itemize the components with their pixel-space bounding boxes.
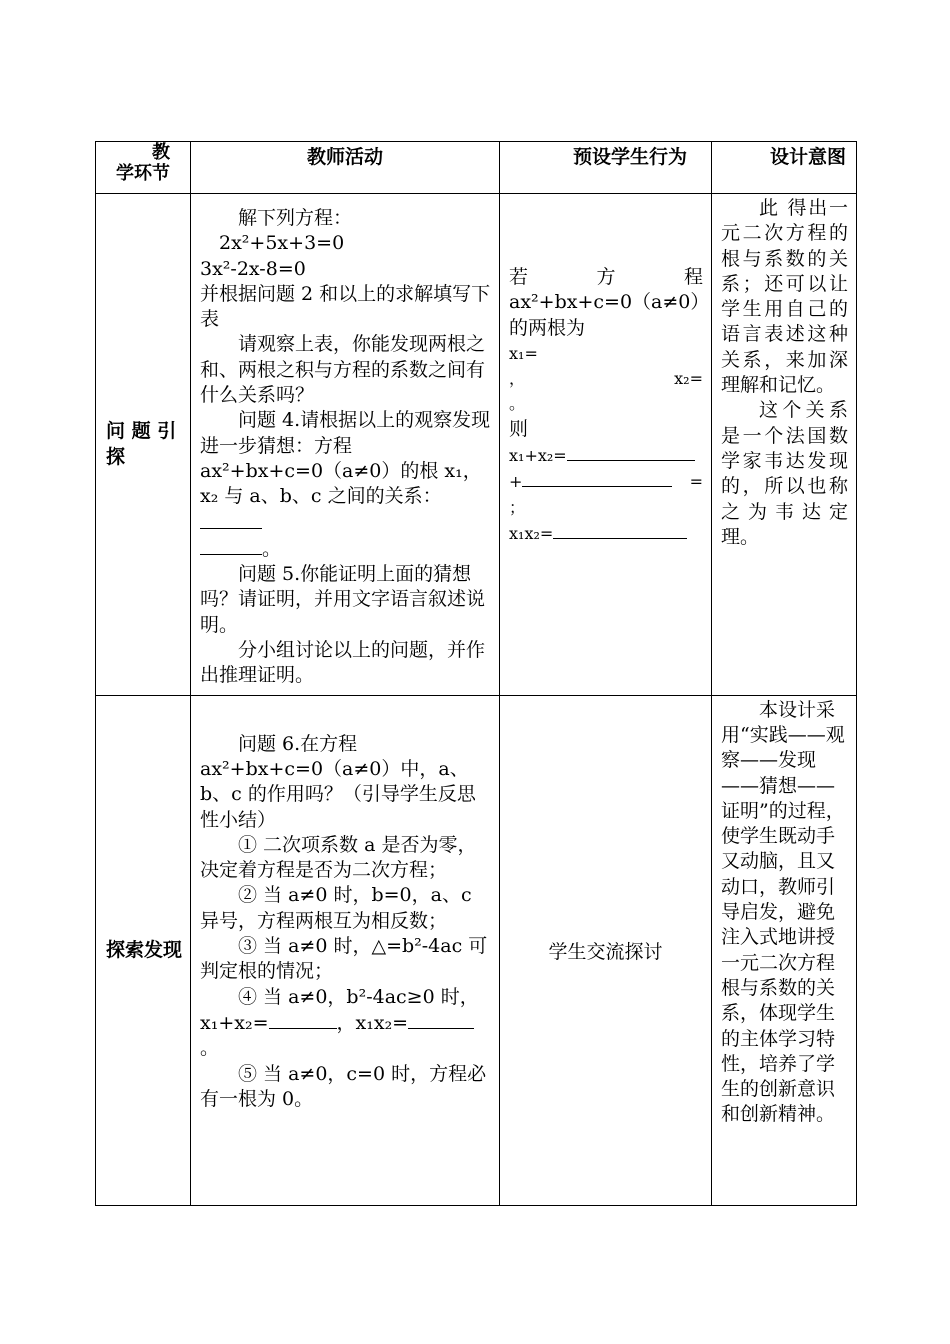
blank-line xyxy=(567,442,695,461)
header-stage-line2: 学环节 xyxy=(116,163,170,184)
header-stage-line1: 教 xyxy=(152,142,170,163)
student-line-part: + xyxy=(509,472,523,492)
student-line: ax²+bx+c=0（a≠0） xyxy=(509,291,710,314)
student-line xyxy=(509,442,703,468)
student-line xyxy=(509,520,703,546)
equation-2: 3x²-2x-8=0 xyxy=(200,257,306,280)
student-line-part: = xyxy=(689,472,703,492)
teacher-line: 问题 6.在方程 xyxy=(238,732,358,755)
student-line-part: x₁x₂= xyxy=(509,523,554,543)
stage-problem-inquiry: 问 题 引探 xyxy=(96,194,191,696)
teacher-line: 解下列方程： xyxy=(238,207,353,229)
teacher-line: 问题 4.请根据以上的观察发现进一步猜想：方程 xyxy=(200,409,491,457)
student-line: 。 xyxy=(509,394,526,414)
header-row xyxy=(96,142,857,194)
teacher-line: ③ 当 a≠0 时，△=b²-4ac 可判定根的情况； xyxy=(200,935,488,983)
teacher-line-part: 。 xyxy=(262,537,282,560)
header-teacher: 教师活动 xyxy=(191,142,500,194)
header-stage xyxy=(96,142,191,194)
student-line: 若 方 程 xyxy=(509,266,703,288)
row-problem-inquiry xyxy=(96,194,857,696)
teacher-line-part: ④ 当 a≠0，b²-4ac≥0 时，x₁+x₂= xyxy=(200,985,479,1034)
teacher-line xyxy=(200,985,491,1062)
student-line: x₁= xyxy=(509,343,538,363)
header-design: 设计意图 xyxy=(712,142,857,194)
student-line-part xyxy=(509,468,672,494)
blank-line xyxy=(200,510,262,529)
student-line xyxy=(509,366,703,391)
student-line: 则 xyxy=(509,417,529,440)
teacher-line: ⑤ 当 a≠0，c=0 时，方程必有一根为 0。 xyxy=(200,1062,487,1110)
design-line: 本设计采用“实践——观察——发现——猜想——证明”的过程，使学生既动手又动脑，且又动口，教师引导启发，避免注入式地讲授一元二次方程根与系数的关系，体现学生的主体学习特性，培养了学生的创新意识和创新精神。 xyxy=(721,698,845,1126)
blank-line xyxy=(553,520,687,539)
student-line-part: x₂= xyxy=(674,369,703,389)
teacher-activity-1 xyxy=(191,194,500,696)
teacher-line: 并根据问题 2 和以上的求解填写下表 xyxy=(200,282,491,331)
student-behavior-1 xyxy=(500,194,712,696)
student-line: 的两根为 xyxy=(509,316,586,339)
design-line: 这个关系是一个法国数学家韦达发现的，所以也称之为韦达定理。 xyxy=(721,399,848,548)
lesson-plan-table xyxy=(95,141,857,1206)
teacher-line: ax²+bx+c=0（a≠0）中，a、b、c 的作用吗？（引导学生反思性小结） xyxy=(200,757,476,831)
blank-line xyxy=(522,468,672,487)
teacher-line xyxy=(200,459,491,536)
teacher-line-part: ，x₁x₂= xyxy=(336,1011,409,1034)
stage-explore-discover: 探索发现 xyxy=(96,695,191,1205)
teacher-line: ② 当 a≠0 时，b=0，a、c 异号，方程两根互为相反数； xyxy=(200,884,472,932)
teacher-line: 问题 5.你能证明上面的猜想吗？请证明，并用文字语言叙述说明。 xyxy=(200,563,486,636)
student-behavior-2: 学生交流探讨 xyxy=(500,695,712,1205)
design-intent-1 xyxy=(712,194,857,696)
blank-line xyxy=(200,536,262,555)
student-line: ； xyxy=(509,497,526,517)
teacher-line: 分小组讨论以上的问题，并作出推理证明。 xyxy=(200,639,486,687)
teacher-line xyxy=(200,536,491,562)
student-line-part: ， xyxy=(509,369,526,389)
student-line xyxy=(509,468,703,494)
student-line-part: x₁+x₂= xyxy=(509,446,567,466)
equation-1: 2x²+5x+3=0 xyxy=(219,232,345,255)
teacher-line-part: 。 xyxy=(200,1037,220,1060)
teacher-line: ① 二次项系数 a 是否为零，决定着方程是否为二次方程； xyxy=(200,833,477,882)
blank-line xyxy=(408,1010,474,1029)
design-line: 此 得出一元二次方程的根与系数的关系；还可以让学生用自己的语言表述这种关系，来加深理解和记忆。 xyxy=(721,197,848,397)
blank-line xyxy=(269,1010,337,1029)
header-student: 预设学生行为 xyxy=(500,142,712,194)
teacher-line: 请观察上表，你能发现两根之和、两根之积与方程的系数之间有什么关系吗？ xyxy=(200,333,486,407)
teacher-activity-2 xyxy=(191,695,500,1205)
row-explore-discover xyxy=(96,695,857,1205)
design-intent-2 xyxy=(712,695,857,1205)
teacher-line-part: ax²+bx+c=0（a≠0）的根 x₁，x₂ 与 a、b、c 之间的关系： xyxy=(200,459,482,508)
